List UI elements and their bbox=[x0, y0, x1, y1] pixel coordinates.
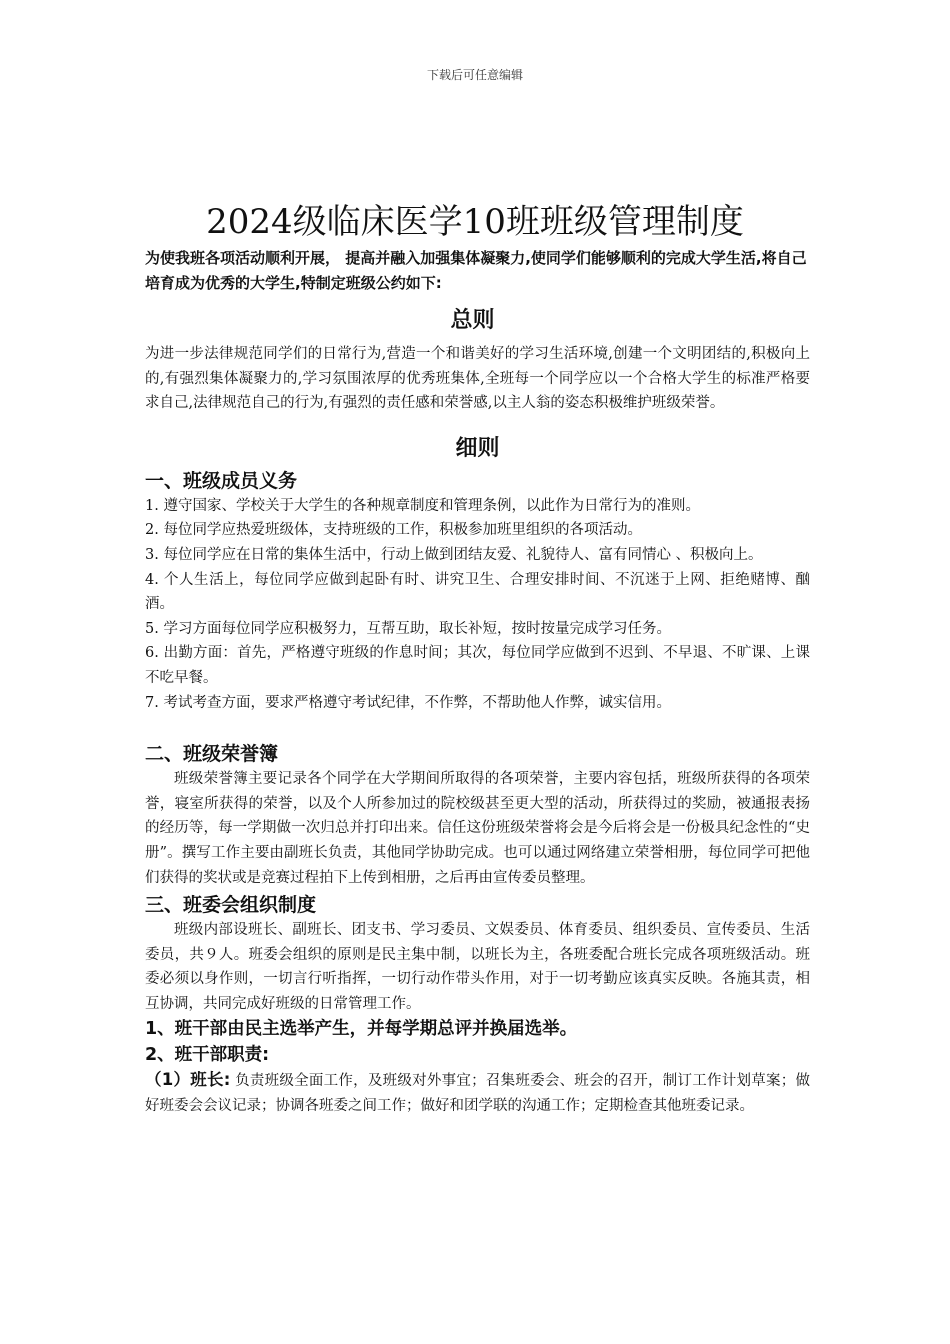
list-item: 7. 考试考查方面，要求严格遵守考试纪律，不作弊，不帮助他人作弊，诚实信用。 bbox=[145, 694, 671, 711]
section1-heading: 一、班级成员义务 bbox=[145, 469, 298, 492]
list-item: 2. 每位同学应热爱班级体，支持班级的工作，积极参加班里组织的各项活动。 bbox=[145, 522, 642, 539]
duties-list bbox=[145, 494, 810, 715]
intro-paragraph: 为使我班各项活动顺利开展， 提高并融入加强集体凝聚力,使同学们能够顺利的完成大学生活,将自己培育成为优秀的大学生,特制定班级公约如下: bbox=[145, 249, 807, 292]
section3-paragraph: 班级内部设班长、副班长、团支书、学习委员、文娱委员、体育委员、组织委员、宣传委员、生活委员，共９人。班委会组织的原则是民主集中制，以班长为主，各班委配合班长完成各项班级活动。班委必须以身作则，一切言行听指挥，一切行动作带头作用，对于一切考勤应该真实反映。各施其责，相互协调，共同完成好班级的日常管理工作。 bbox=[145, 922, 810, 1012]
list-item: 3. 每位同学应在日常的集体生活中，行动上做到团结友爱、礼貌待人、富有同情心 、积极向上。 bbox=[145, 546, 763, 563]
list-item: 4. 个人生活上，每位同学应做到起卧有时、讲究卫生、合理安排时间、不沉迷于上网、拒绝赌博、酗酒。 bbox=[145, 571, 810, 613]
document-body bbox=[145, 246, 810, 1119]
list-item: 1. 遵守国家、学校关于大学生的各种规章制度和管理条例，以此作为日常行为的准则。 bbox=[145, 497, 700, 514]
list-item: 5. 学习方面每位同学应积极努力，互帮互助，取长补短，按时按量完成学习任务。 bbox=[145, 620, 671, 637]
general-paragraph: 为进一步法律规范同学们的日常行为,营造一个和谐美好的学习生活环境,创建一个文明团结的,积极向上的,有强烈集体凝聚力的,学习氛围浓厚的优秀班集体,全班每一个同学应以一个合格大学生的标准严格要求自己,法律规范自己的行为,有强烈的责任感和荣誉感,以主人翁的姿态积极维护班级荣誉。 bbox=[145, 346, 810, 412]
monitor-label: （1）班长: bbox=[145, 1070, 231, 1090]
section2-paragraph: 班级荣誉簿主要记录各个同学在大学期间所取得的各项荣誉，主要内容包括，班级所获得的各项荣誉，寝室所获得的荣誉，以及个人所参加过的院校级甚至更大型的活动，所获得过的奖励，被通报表扬的经历等，每一学期做一次归总并打印出来。信任这份班级荣誉将会是今后将会是一份极具纪念性的“史册”。撰写工作主要由副班长负责，其他同学协助完成。也可以通过网络建立荣誉相册，每位同学可把他们获得的奖状或是竞赛过程拍下上传到相册，之后再由宣传委员整理。 bbox=[145, 771, 810, 886]
monitor-duty-paragraph bbox=[145, 1068, 810, 1118]
monitor-duty-text: 负责班级全面工作，及班级对外事宜；召集班委会、班会的召开，制订工作计划草案；做好班委会会议记录；协调各班委之间工作；做好和团学联的沟通工作；定期检查其他班委记录。 bbox=[145, 1073, 810, 1115]
document-title: 2024级临床医学10班班级管理制度 bbox=[206, 201, 744, 242]
section3-heading: 三、班委会组织制度 bbox=[145, 894, 317, 917]
section2-heading: 二、班级荣誉簿 bbox=[145, 743, 279, 766]
header-note: 下载后可任意编辑 bbox=[426, 68, 523, 82]
list-item: 6. 出勤方面：首先，严格遵守班级的作息时间；其次，每位同学应做到不迟到、不早退、不旷课、上课不吃早餐。 bbox=[145, 645, 810, 686]
election-point: 1、班干部由民主选举产生，并每学期总评并换届选举。 bbox=[145, 1019, 578, 1040]
duties-point: 2、班干部职责: bbox=[145, 1045, 270, 1066]
detail-heading: 细则 bbox=[455, 435, 500, 461]
general-heading: 总则 bbox=[450, 308, 495, 333]
